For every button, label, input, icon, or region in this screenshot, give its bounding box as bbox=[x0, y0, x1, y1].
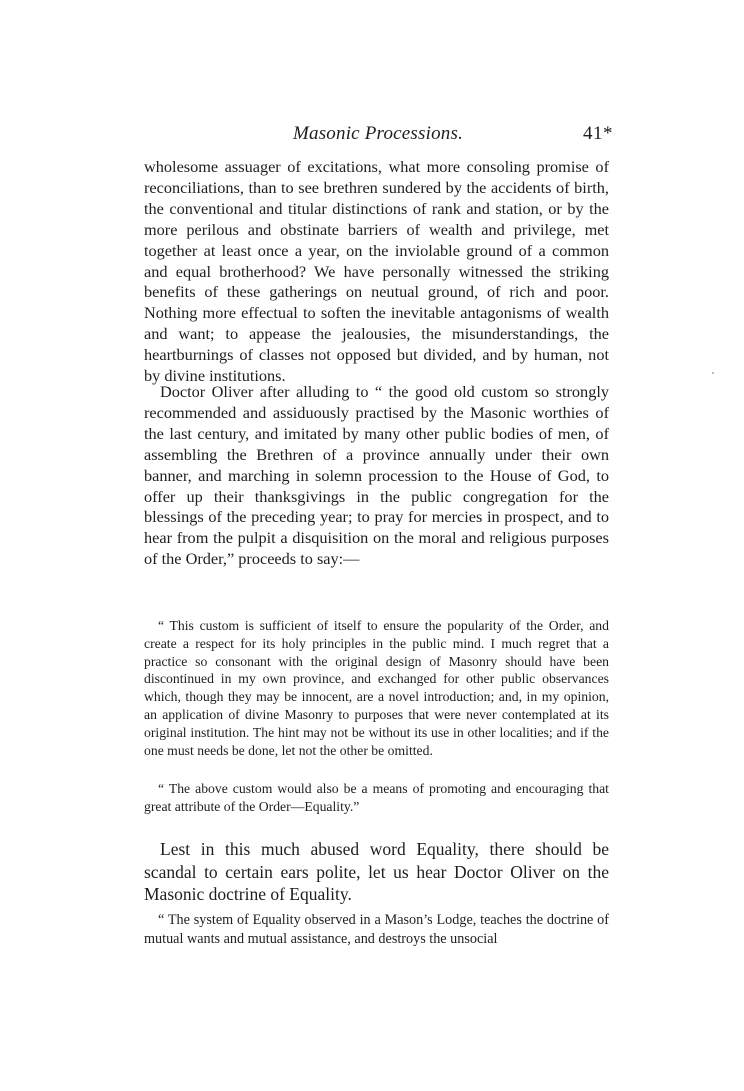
paragraph-doctor-oliver: Doctor Oliver after alluding to “ the good old custom so strongly recommended and assiduously practised by the Masonic worthies of the last century, and imitated by many other public bodies of men, of assembling the Brethren of a province annually under their own banner, and marching in solemn procession to the House of God, to offer up their thanksgivings in the public congregation for the blessings of the preceding year; to pray for mercies in prospect, and to hear from the pulpit a disquisition on the moral and religious purposes of the Order,” proceeds to say:— bbox=[144, 382, 609, 569]
running-title: Masonic Processions. bbox=[292, 123, 464, 144]
print-speck bbox=[712, 372, 714, 374]
paragraph-equality: Lest in this much abused word Equality, there should be scandal to certain ears polite, let us hear Doctor Oliver on the Masonic doctrine of Equality. bbox=[144, 839, 609, 905]
block-quote-system-of-equality: “ The system of Equality observed in a Mason’s Lodge, teaches the doctrine of mutual wants and mutual assistance, and destroys the unsocial bbox=[144, 912, 609, 947]
paragraph-continuation: wholesome assuager of excitations, what more consoling promise of reconciliations, than to see brethren sundered by the accidents of birth, the conventional and titular distinctions of rank and station, or by the more perilous and obstinate barriers of wealth and privilege, met together at least once a year, on the inviolable ground of a common and equal brotherhood? We have personally witnessed the striking benefits of these gatherings on neutual ground, of rich and poor. Nothing more effectual to soften the inevitable antagonisms of wealth and want; to appease the jealousies, the misunderstandings, the heartburnings of classes not opposed but divided, and by human, not by divine institutions. bbox=[144, 157, 609, 386]
block-quote-equality: “ The above custom would also be a means of promoting and encouraging that great attribute of the Order—Equality.” bbox=[144, 781, 609, 814]
page-number: 41* bbox=[583, 123, 613, 144]
block-quote-custom: “ This custom is sufficient of itself to ensure the popularity of the Order, and create a respect for its holy principles in the public mind. I much regret that a practice so consonant with the original design of Masonry should have been discontinued in my own province, and exchanged for other public observances which, though they may be innocent, are a novel introduction; and, in my opinion, an application of divine Masonry to purposes that were never contemplated at its original institution. The hint may not be without its use in other localities; and if the one must needs be done, let not the other be omitted. bbox=[144, 618, 609, 758]
page-header bbox=[143, 123, 613, 147]
